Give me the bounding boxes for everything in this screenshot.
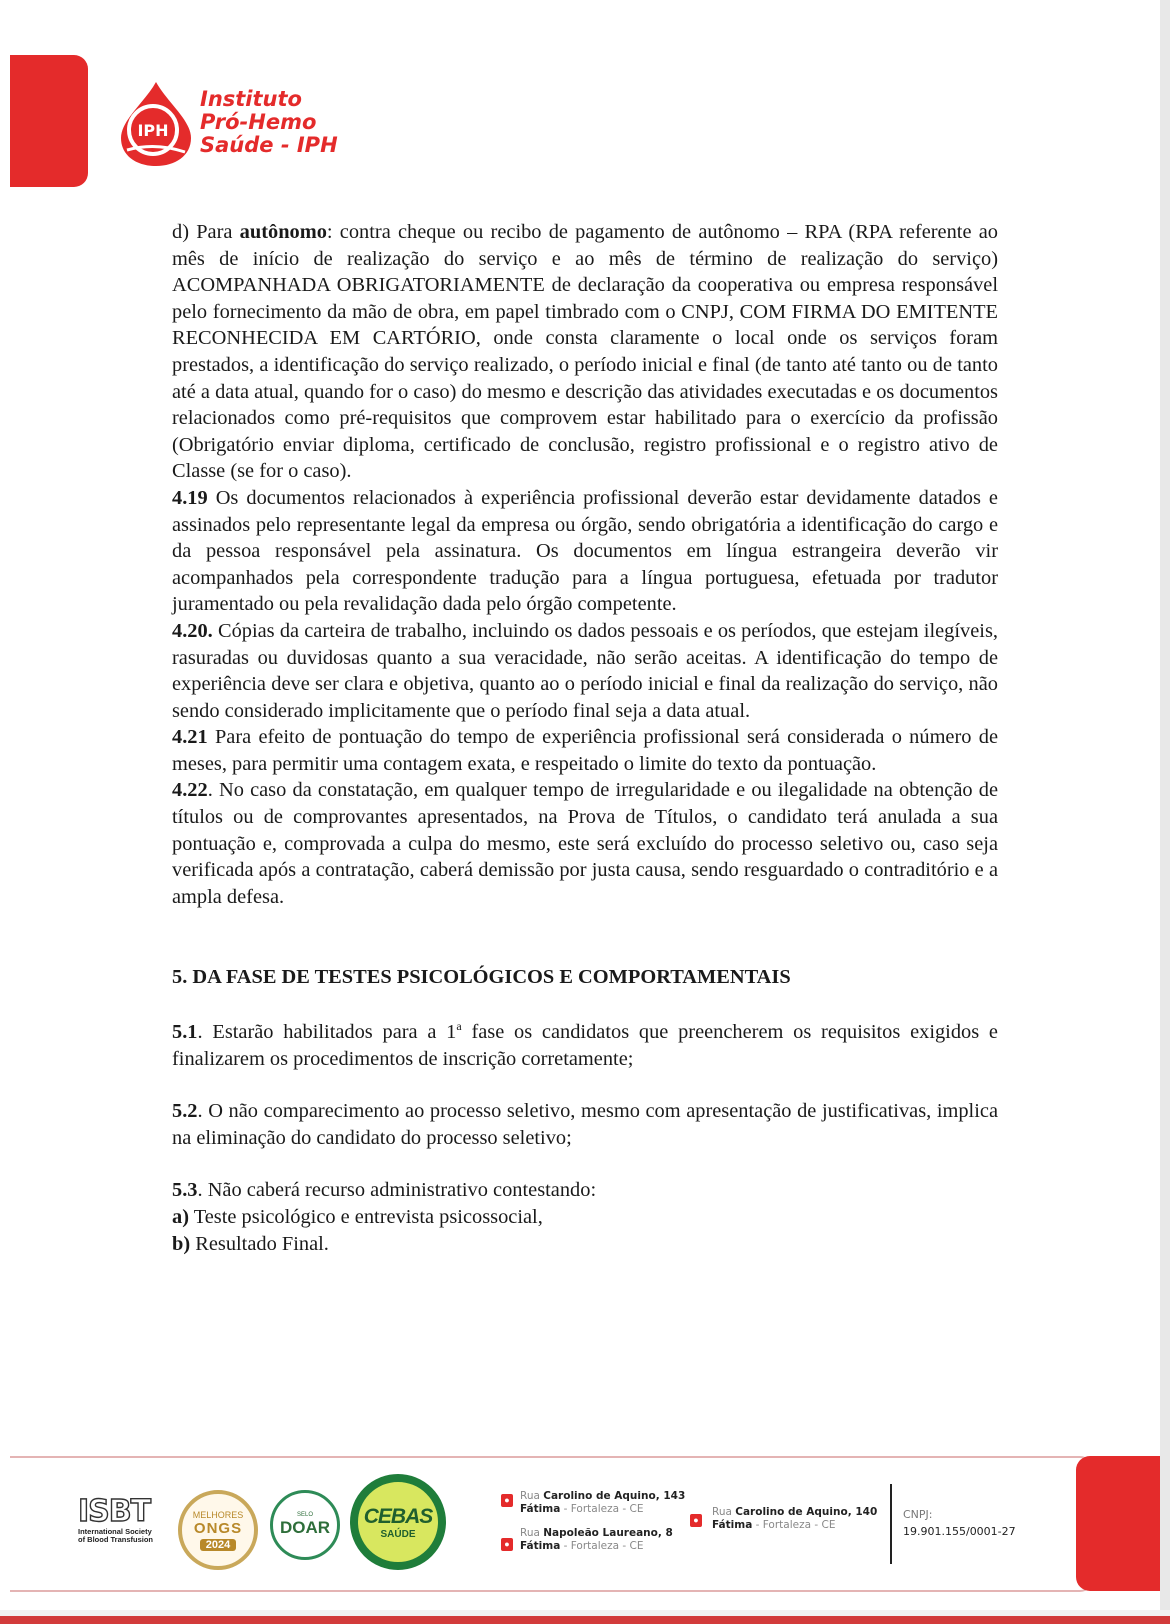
seal-top: MELHORES (192, 1509, 244, 1520)
isbt-mark: ISBT (78, 1494, 151, 1529)
cebas-seal (350, 1474, 446, 1570)
logo-line-3: Saúde - IPH (200, 133, 338, 157)
seal-mid: DOAR (279, 1518, 331, 1537)
para-text: . O não comparecimento ao processo seletivo, mesmo com apresentação de justificativas, implica na eliminação do candidato do processo seletivo; (172, 1100, 998, 1149)
seal-mid: ONGS (193, 1519, 243, 1537)
addr-city: - Fortaleza - CE (560, 1503, 644, 1515)
list-item-b (172, 1231, 998, 1258)
para-lead: 5.2 (172, 1100, 198, 1123)
addr-hood: Fátima (520, 1540, 561, 1552)
para-text: Os documentos relacionados à experiência profissional deverão estar devidamente datados e assinados pelo representante legal da empresa ou órgão, sendo obrigatória a identificação do cargo e da pessoa responsável pela assinatura. Os documentos em língua estrangeira deverão vir acompanhados pela correspondente tradução para a língua portuguesa, efetuada por tradutor juramentado ou pela revalidação dada pelo órgão competente. (172, 486, 998, 616)
cnpj-block (903, 1506, 1016, 1540)
document-body (172, 219, 998, 1257)
paragraph-5-1 (172, 1019, 998, 1072)
para-lead: 5.3 (172, 1179, 198, 1202)
page-edge (1160, 0, 1170, 1624)
melhores-ongs-seal (178, 1490, 258, 1570)
para-text: . Estarão habilitados para a 1 (197, 1021, 457, 1044)
list-text: Teste psicológico e entrevista psicossocial, (189, 1206, 543, 1228)
addr-prefix: Rua (712, 1506, 736, 1518)
list-item-a (172, 1204, 998, 1231)
paragraph-5-3 (172, 1177, 998, 1204)
para-lead: 4.21 (172, 726, 208, 749)
address-3 (712, 1506, 877, 1532)
addr-street: Carolino de Aquino, 143 (543, 1490, 686, 1502)
header-red-tab (10, 55, 88, 187)
location-pin-icon: ● (501, 1494, 513, 1507)
section-5-title: 5. DA FASE DE TESTES PSICOLÓGICOS E COMPORTAMENTAIS (172, 966, 791, 989)
list-marker: b) (172, 1232, 191, 1255)
addr-city: - Fortaleza - CE (560, 1540, 644, 1552)
footer-divider (890, 1484, 892, 1564)
para-lead: 4.20. (172, 619, 213, 642)
list-marker: a) (172, 1206, 189, 1228)
addr-hood: Fátima (712, 1519, 753, 1531)
logo-line-2: Pró-Hemo (200, 110, 317, 134)
footer-red-tab (1076, 1456, 1160, 1591)
institution-name (200, 88, 338, 157)
list-text: Resultado Final. (190, 1232, 329, 1255)
iph-logo-icon (115, 80, 197, 168)
seal-mid: CEBAS (363, 1504, 433, 1528)
para-lead: autônomo (239, 221, 327, 243)
para-text: : contra cheque ou recibo de pagamento de autônomo – RPA (RPA referente ao mês de início de realização do serviço e ao mês de término de realização do serviço) ACOMPANHADA OBRIGATORIAMENTE de declaração da cooperativa ou empresa responsável pelo fornecimento da mão de obra, em papel timbrado com o CNPJ, COM FIRMA DO EMITENTE RECONHECIDA EM CARTÓRIO, onde consta claramente o local onde os serviços foram prestados, a identificação do serviço realizado, o período inicial e final (de tanto até tanto ou de tanto até a data atual, quando for o caso) do mesmo e descrição das atividades executadas e os documentos relacionados como pré-requisitos que comprovem estar habilitado para o exercício da profissão (Obrigatório enviar diploma, certificado de conclusão, registro profissional e o registro ativo de Classe (se for o caso). (172, 221, 998, 483)
ordinal-sup: a (456, 1019, 462, 1034)
para-text: . No caso da constatação, em qualquer tempo de irregularidade e ou ilegalidade na obtenção de títulos ou de comprovantes apresentados, na Prova de Títulos, o candidato terá anulada a sua pontuação e, comprovada a culpa do mesmo, este será excluído do processo seletivo ou, caso seja verificada após a contratação, caberá demissão por justa causa, sendo resguardado o contraditório e a ampla defesa. (172, 779, 998, 908)
para-text: . Não caberá recurso administrativo contestando: (197, 1179, 597, 1202)
para-prefix: d) Para (172, 221, 240, 243)
addr-hood: Fátima (520, 1503, 561, 1515)
paragraph-4-19 (172, 485, 998, 618)
addr-prefix: Rua (520, 1527, 544, 1539)
cnpj-label: CNPJ: (903, 1508, 933, 1521)
para-lead: 4.19 (172, 486, 208, 509)
isbt-subtitle: International Society of Blood Transfusion (78, 1527, 153, 1544)
location-pin-icon: ● (690, 1514, 702, 1527)
addr-prefix: Rua (520, 1490, 544, 1502)
logo-badge: IPH (137, 121, 169, 140)
address-1 (520, 1490, 685, 1516)
addr-city: - Fortaleza - CE (752, 1519, 836, 1531)
address-2 (520, 1527, 673, 1553)
para-lead: 4.22 (172, 779, 208, 802)
paragraph-4-22 (172, 777, 998, 910)
location-pin-icon: ● (501, 1538, 513, 1551)
addr-street: Napoleão Laureano, 8 (543, 1527, 673, 1539)
seal-bottom: SAÚDE (380, 1528, 416, 1540)
paragraph-d (172, 219, 998, 485)
addr-street: Carolino de Aquino, 140 (735, 1506, 878, 1518)
isbt-logo (78, 1496, 156, 1544)
para-lead: 5.1 (172, 1021, 198, 1044)
page-bottom-strip (0, 1616, 1170, 1624)
paragraph-4-21 (172, 724, 998, 777)
doar-seal (270, 1490, 340, 1560)
para-text: Cópias da carteira de trabalho, incluindo os dados pessoais e os períodos, que estejam ilegíveis, rasuradas ou duvidosas quanto a sua veracidade, não serão aceitas. A identificação do tempo de experiência deve ser clara e objetiva, quanto ao o período inicial e final da realização do serviço, não sendo considerado implicitamente que o período final seja a data atual. (172, 619, 998, 722)
paragraph-5-2 (172, 1098, 998, 1151)
cnpj-value: 19.901.155/0001-27 (903, 1525, 1016, 1538)
seal-year: 2024 (200, 1539, 236, 1551)
para-text: Para efeito de pontuação do tempo de experiência profissional será considerada o número de meses, para permitir uma contagem exata, e respeitado o limite do texto da pontuação. (172, 726, 998, 775)
seal-top: SELO (296, 1512, 313, 1518)
logo-line-1: Instituto (200, 87, 302, 111)
para-text: fase os candidatos que preencherem os requisitos exigidos e finalizarem os procedimentos de inscrição corretamente; (172, 1021, 998, 1070)
paragraph-4-20 (172, 618, 998, 724)
